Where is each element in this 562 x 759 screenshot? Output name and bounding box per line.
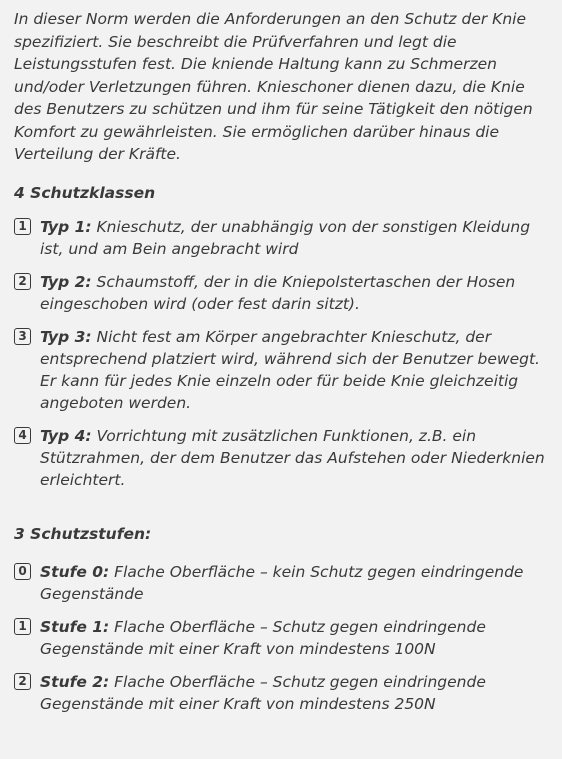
item-label: Stufe 1: (40, 617, 110, 636)
list-item (14, 326, 548, 414)
classes-list (14, 216, 548, 491)
number-badge: 2 (14, 273, 31, 290)
levels-list (14, 561, 548, 715)
item-label: Typ 4: (40, 426, 92, 445)
item-text: Vorrichtung mit zusätzlichen Funktionen, z.B. ein Stützrahmen, der dem Benutzer das Aufstehen oder Niederknien erleichtert. (40, 426, 545, 489)
list-item (14, 671, 548, 715)
list-item (14, 271, 548, 315)
number-badge: 3 (14, 328, 31, 345)
item-label: Typ 3: (40, 327, 92, 346)
item-label: Stufe 0: (40, 562, 110, 581)
item-text: Schaumstoff, der in die Kniepolstertaschen der Hosen eingeschoben wird (oder fest darin sitzt). (40, 272, 516, 313)
item-text: Nicht fest am Körper angebrachter Knieschutz, der entsprechend platziert wird, während sich der Benutzer bewegt. Er kann für jedes Knie einzeln oder für beide Knie gleichzeitig angeboten werden. (40, 327, 540, 412)
item-text: Flache Oberfläche – Schutz gegen eindringende Gegenstände mit einer Kraft von mindestens 100N (40, 617, 486, 658)
item-text: Flache Oberfläche – kein Schutz gegen eindringende Gegenstände (40, 562, 524, 603)
list-item (14, 216, 548, 260)
item-label: Stufe 2: (40, 672, 110, 691)
number-badge: 1 (14, 218, 31, 235)
list-item (14, 425, 548, 491)
levels-heading: 3 Schutzstufen: (14, 524, 152, 543)
item-text: Flache Oberfläche – Schutz gegen eindringende Gegenstände mit einer Kraft von mindestens 250N (40, 672, 486, 713)
item-text: Knieschutz, der unabhängig von der sonstigen Kleidung ist, und am Bein angebracht wird (40, 217, 531, 258)
list-item (14, 616, 548, 660)
item-label: Typ 1: (40, 217, 92, 236)
number-badge: 1 (14, 618, 31, 635)
intro-paragraph: In dieser Norm werden die Anforderungen an den Schutz der Knie spezifiziert. Sie beschreibt die Prüfverfahren und legt die Leistungsstufen fest. Die kniende Haltung kann zu Schmerzen und/oder Verletzungen führen. Knieschoner dienen dazu, die Knie des Benutzers zu schützen und ihm für seine Tätigkeit den nötigen Komfort zu gewährleisten. Sie ermöglichen darüber hinaus die Verteilung der Kräfte. (14, 10, 533, 163)
classes-heading: 4 Schutzklassen (14, 183, 156, 202)
number-badge: 2 (14, 673, 31, 690)
number-badge: 0 (14, 563, 31, 580)
item-label: Typ 2: (40, 272, 92, 291)
list-item (14, 561, 548, 605)
number-badge: 4 (14, 427, 31, 444)
